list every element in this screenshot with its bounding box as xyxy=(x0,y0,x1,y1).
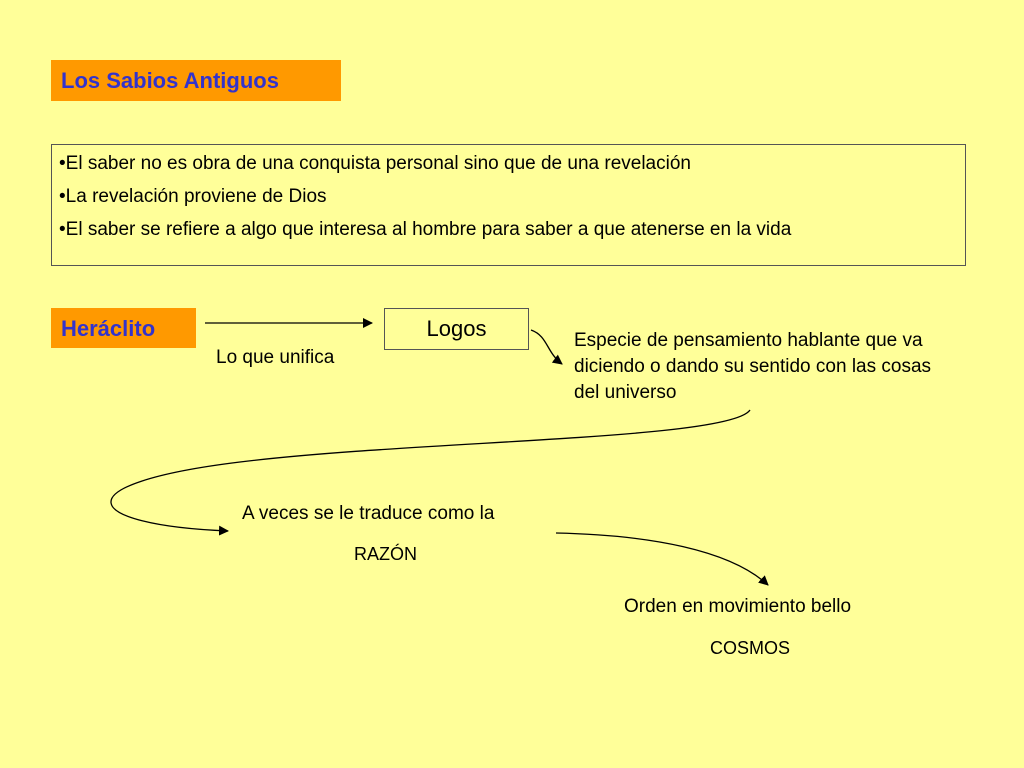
bullet-item: •El saber no es obra de una conquista personal sino que de una revelación xyxy=(59,153,691,174)
razon-text: RAZÓN xyxy=(354,544,417,564)
cosmos-text: COSMOS xyxy=(710,638,791,658)
arrow-especie-aveces xyxy=(111,410,750,531)
a-veces-text: A veces se le traduce como la xyxy=(242,503,495,524)
lo-que-unifica-label: Lo que unifica xyxy=(216,347,335,368)
bullet-item: •La revelación proviene de Dios xyxy=(59,186,327,207)
arrow-razon-orden xyxy=(556,533,768,585)
bullet-item: •El saber se refiere a algo que interesa al hombre para saber a que atenerse en la vida xyxy=(59,219,792,240)
heraclito-label: Heráclito xyxy=(61,316,156,341)
especie-text: Especie de pensamiento hablante que va diciendo o dando su sentido con las cosas del universo xyxy=(574,330,932,403)
arrow-logos-especie xyxy=(531,330,562,364)
orden-text: Orden en movimiento bello xyxy=(624,596,852,617)
logos-label: Logos xyxy=(426,316,487,341)
slide-title: Los Sabios Antiguos xyxy=(61,68,279,93)
